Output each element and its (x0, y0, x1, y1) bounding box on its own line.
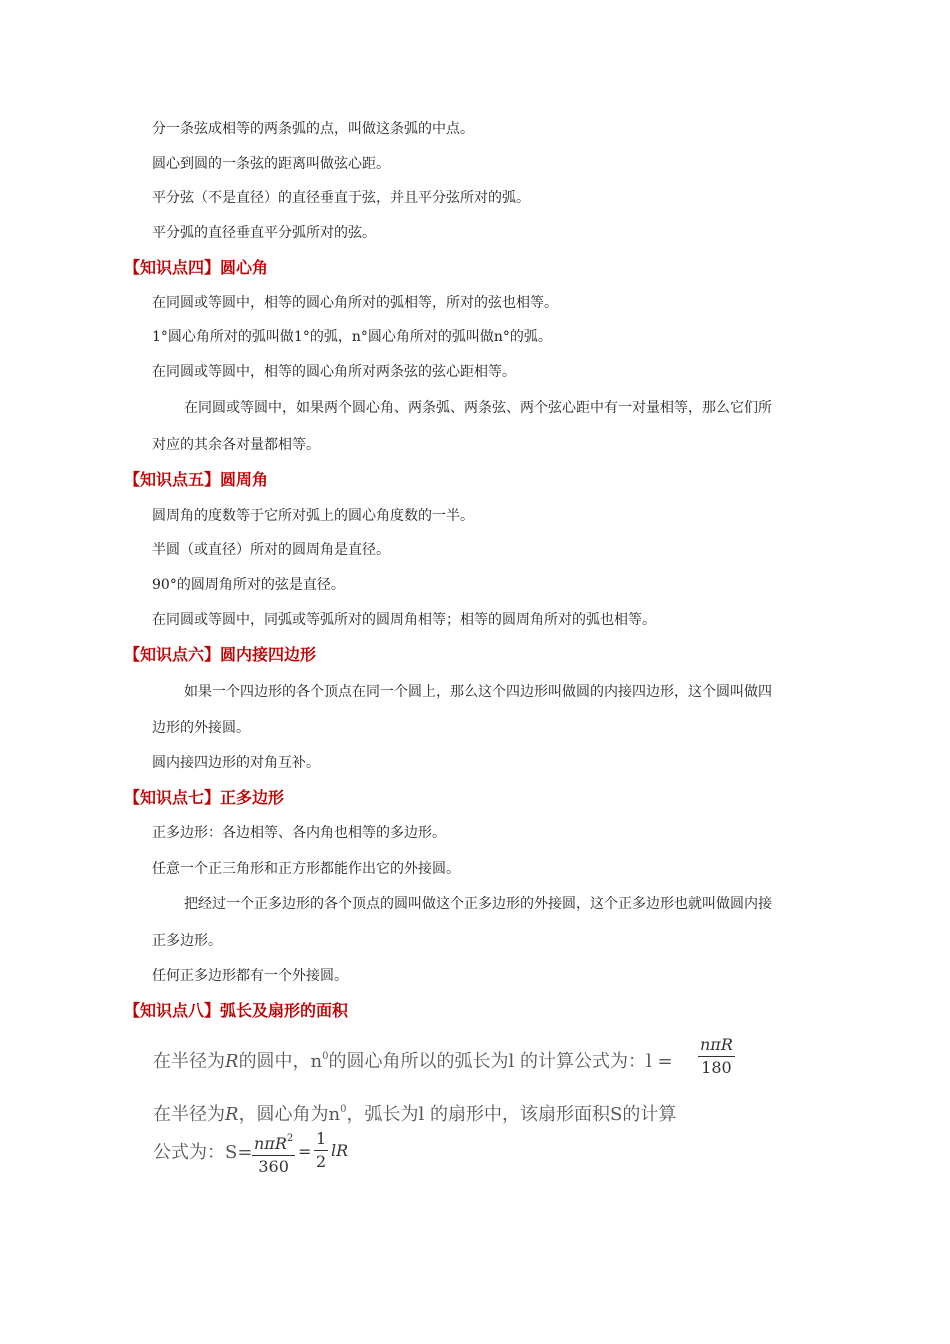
exponent: 2 (286, 1133, 294, 1144)
heading-arc-length-sector-area: 【知识点八】弧长及扇形的面积 (124, 1001, 349, 1020)
fraction-numerator (252, 1128, 295, 1156)
radius-symbol: R (225, 1104, 239, 1125)
para-perpendicular-bisector: 平分弦（不是直径）的直径垂直于弦，并且平分弦所对的弧。 (152, 190, 530, 206)
para-midpoint: 分一条弦成相等的两条弧的点，叫做这条弧的中点。 (152, 121, 474, 137)
degree-superscript: 0 (340, 1104, 347, 1115)
lr-term: lR (331, 1141, 349, 1160)
heading-regular-polygon: 【知识点七】正多边形 (124, 788, 285, 807)
numerator-text: nπR (254, 1134, 287, 1153)
regular-polygon-line: 任意一个正三角形和正方形都能作出它的外接圆。 (152, 861, 460, 877)
formula-text: 的圆中，n (238, 1051, 323, 1072)
heading-inscribed-angle: 【知识点五】圆周角 (124, 470, 269, 489)
fraction-numerator: 1 (314, 1128, 328, 1151)
inscribed-angle-line: 在同圆或等圆中，同弧或等弧所对的圆周角相等；相等的圆周角所对的弧也相等。 (152, 612, 656, 628)
cyclic-quadrilateral-line: 如果一个四边形的各个顶点在同一个圆上，那么这个四边形叫做圆的内接四边形，这个圆叫做四 (184, 684, 772, 700)
regular-polygon-line: 把经过一个正多边形的各个顶点的圆叫做这个正多边形的外接圆，这个正多边形也就叫做圆内接 (184, 896, 772, 912)
equals-sign: = (298, 1142, 312, 1161)
central-angle-line: 对应的其余各对量都相等。 (152, 437, 320, 453)
fraction-denominator: 180 (701, 1058, 732, 1077)
sector-area-formula-label: 公式为：S= (153, 1142, 253, 1163)
regular-polygon-line: 正多边形。 (152, 933, 222, 949)
formula-text: ，圆心角为n (238, 1104, 341, 1125)
central-angle-line: 在同圆或等圆中，如果两个圆心角、两条弧、两条弦、两个弦心距中有一对量相等，那么它们所 (184, 400, 772, 416)
heading-central-angle: 【知识点四】圆心角 (124, 258, 269, 277)
cyclic-quadrilateral-line: 圆内接四边形的对角互补。 (152, 755, 320, 771)
central-angle-line: 1°圆心角所对的弧叫做1°的弧，n°圆心角所对的弧叫做n°的弧。 (152, 329, 552, 345)
degree-superscript: 0 (322, 1051, 329, 1062)
inscribed-angle-line: 半圆（或直径）所对的圆周角是直径。 (152, 542, 390, 558)
para-chord-distance: 圆心到圆的一条弦的距离叫做弦心距。 (152, 156, 390, 172)
arc-length-formula-text (153, 1045, 673, 1074)
formula-text: 的圆心角所以的弧长为l 的计算公式为：l = (328, 1051, 673, 1072)
half-fraction (314, 1128, 328, 1173)
fraction-denominator: 2 (316, 1152, 327, 1171)
sector-area-fraction (252, 1128, 295, 1178)
inscribed-angle-line: 圆周角的度数等于它所对弧上的圆心角度数的一半。 (152, 508, 474, 524)
para-arc-bisector: 平分弧的直径垂直平分弧所对的弦。 (152, 225, 376, 241)
regular-polygon-line: 正多边形：各边相等、各内角也相等的多边形。 (152, 825, 446, 841)
central-angle-line: 在同圆或等圆中，相等的圆心角所对的弧相等，所对的弦也相等。 (152, 295, 558, 311)
regular-polygon-line: 任何正多边形都有一个外接圆。 (152, 968, 348, 984)
heading-cyclic-quadrilateral: 【知识点六】圆内接四边形 (124, 645, 317, 664)
radius-symbol: R (225, 1051, 239, 1072)
fraction-denominator: 360 (258, 1157, 289, 1176)
fraction-numerator: nπR (698, 1034, 735, 1057)
formula-text: 在半径为 (153, 1051, 225, 1072)
cyclic-quadrilateral-line: 边形的外接圆。 (152, 720, 250, 736)
arc-length-fraction (698, 1034, 735, 1079)
formula-text: ，弧长为l 的扇形中，该扇形面积S的计算 (346, 1104, 677, 1125)
inscribed-angle-line: 90°的圆周角所对的弦是直径。 (152, 577, 345, 593)
formula-text: 在半径为 (153, 1104, 225, 1125)
sector-formula-text (153, 1098, 676, 1127)
central-angle-line: 在同圆或等圆中，相等的圆心角所对两条弦的弦心距相等。 (152, 364, 516, 380)
